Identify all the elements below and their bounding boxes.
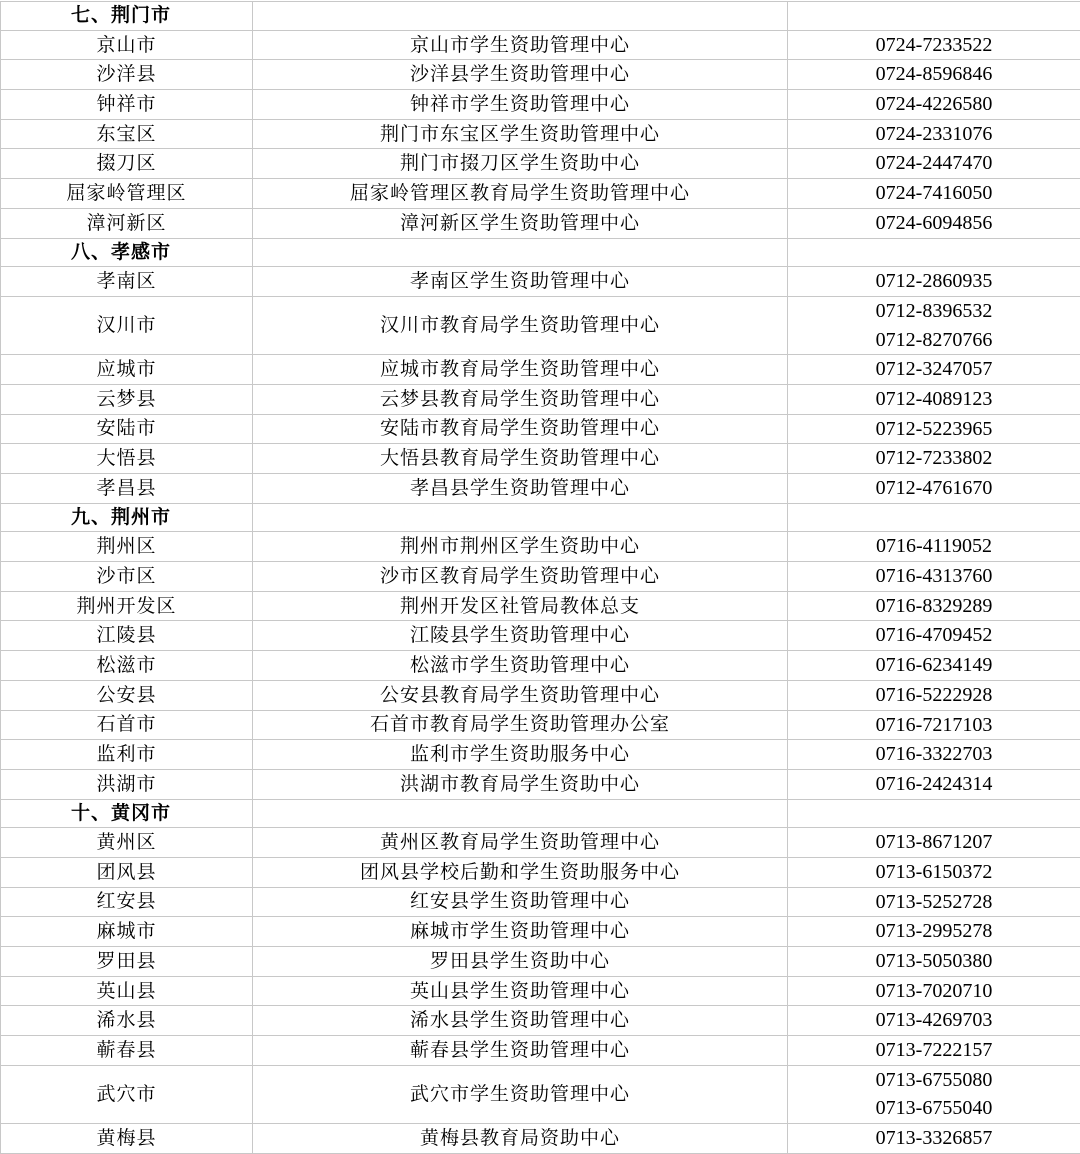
county-name: 英山县 — [1, 976, 253, 1006]
county-name: 应城市 — [1, 355, 253, 385]
organization-name: 武穴市学生资助管理中心 — [253, 1065, 788, 1123]
county-name: 汉川市 — [1, 296, 253, 354]
table-row — [1, 179, 1080, 209]
phone-cell — [788, 828, 1080, 858]
phone-number: 0724-7233522 — [788, 31, 1080, 60]
organization-name: 荆州开发区社管局教体总支 — [253, 591, 788, 621]
phone-number: 0724-2331076 — [788, 120, 1080, 149]
phone-number: 0712-7233802 — [788, 444, 1080, 473]
organization-name: 英山县学生资助管理中心 — [253, 976, 788, 1006]
table-row — [1, 1006, 1080, 1036]
phone-number: 0724-7416050 — [788, 179, 1080, 208]
organization-name: 江陵县学生资助管理中心 — [253, 621, 788, 651]
empty-cell — [788, 238, 1080, 267]
table-row — [1, 828, 1080, 858]
phone-number: 0716-4709452 — [788, 621, 1080, 650]
phone-cell — [788, 444, 1080, 474]
phone-cell — [788, 414, 1080, 444]
phone-number: 0713-5252728 — [788, 888, 1080, 917]
phone-cell — [788, 1065, 1080, 1123]
phone-number: 0716-4313760 — [788, 562, 1080, 591]
phone-number: 0724-4226580 — [788, 90, 1080, 119]
organization-name: 安陆市教育局学生资助管理中心 — [253, 414, 788, 444]
county-name: 江陵县 — [1, 621, 253, 651]
phone-cell — [788, 474, 1080, 504]
county-name: 钟祥市 — [1, 90, 253, 120]
phone-cell — [788, 267, 1080, 297]
county-name: 蕲春县 — [1, 1036, 253, 1066]
county-name: 沙市区 — [1, 562, 253, 592]
county-name: 京山市 — [1, 30, 253, 60]
phone-cell — [788, 30, 1080, 60]
phone-number: 0724-2447470 — [788, 149, 1080, 178]
county-name: 公安县 — [1, 680, 253, 710]
phone-number: 0712-2860935 — [788, 267, 1080, 296]
organization-name: 监利市学生资助服务中心 — [253, 740, 788, 770]
organization-name: 罗田县学生资助中心 — [253, 947, 788, 977]
empty-cell — [253, 238, 788, 267]
phone-cell — [788, 384, 1080, 414]
organization-name: 沙洋县学生资助管理中心 — [253, 60, 788, 90]
table-row — [1, 976, 1080, 1006]
phone-number: 0712-4089123 — [788, 385, 1080, 414]
county-name: 石首市 — [1, 710, 253, 740]
table-row — [1, 414, 1080, 444]
table-row — [1, 1065, 1080, 1123]
phone-number: 0712-8396532 — [788, 297, 1080, 326]
phone-cell — [788, 740, 1080, 770]
section-title: 七、荆门市 — [1, 2, 253, 31]
table-row — [1, 887, 1080, 917]
phone-number: 0712-8270766 — [788, 326, 1080, 355]
organization-name: 石首市教育局学生资助管理办公室 — [253, 710, 788, 740]
section-header-row — [1, 799, 1080, 828]
county-name: 荆州开发区 — [1, 591, 253, 621]
county-name: 监利市 — [1, 740, 253, 770]
table-row — [1, 1124, 1080, 1154]
table-row — [1, 591, 1080, 621]
table-row — [1, 119, 1080, 149]
county-name: 东宝区 — [1, 119, 253, 149]
section-header-row — [1, 2, 1080, 31]
county-name: 云梦县 — [1, 384, 253, 414]
table-row — [1, 30, 1080, 60]
organization-name: 漳河新区学生资助管理中心 — [253, 208, 788, 238]
county-name: 团风县 — [1, 857, 253, 887]
phone-number: 0724-6094856 — [788, 209, 1080, 238]
organization-name: 荆门市东宝区学生资助管理中心 — [253, 119, 788, 149]
phone-number: 0716-4119052 — [788, 532, 1080, 561]
phone-cell — [788, 591, 1080, 621]
table-row — [1, 355, 1080, 385]
empty-cell — [788, 2, 1080, 31]
county-name: 荆州区 — [1, 532, 253, 562]
county-name: 孝昌县 — [1, 474, 253, 504]
table-row — [1, 384, 1080, 414]
empty-cell — [788, 503, 1080, 532]
section-title: 九、荆州市 — [1, 503, 253, 532]
contact-table — [0, 1, 1080, 1154]
phone-cell — [788, 976, 1080, 1006]
phone-cell — [788, 1006, 1080, 1036]
phone-cell — [788, 149, 1080, 179]
organization-name: 红安县学生资助管理中心 — [253, 887, 788, 917]
county-name: 大悟县 — [1, 444, 253, 474]
organization-name: 京山市学生资助管理中心 — [253, 30, 788, 60]
phone-number: 0716-2424314 — [788, 770, 1080, 799]
organization-name: 汉川市教育局学生资助管理中心 — [253, 296, 788, 354]
table-row — [1, 621, 1080, 651]
table-row — [1, 149, 1080, 179]
county-name: 安陆市 — [1, 414, 253, 444]
table-row — [1, 444, 1080, 474]
county-name: 浠水县 — [1, 1006, 253, 1036]
section-title: 八、孝感市 — [1, 238, 253, 267]
phone-cell — [788, 621, 1080, 651]
phone-cell — [788, 680, 1080, 710]
organization-name: 洪湖市教育局学生资助中心 — [253, 769, 788, 799]
table-row — [1, 267, 1080, 297]
phone-cell — [788, 1036, 1080, 1066]
phone-number: 0724-8596846 — [788, 60, 1080, 89]
table-row — [1, 769, 1080, 799]
table-row — [1, 90, 1080, 120]
organization-name: 公安县教育局学生资助管理中心 — [253, 680, 788, 710]
table-row — [1, 1036, 1080, 1066]
organization-name: 孝南区学生资助管理中心 — [253, 267, 788, 297]
organization-name: 大悟县教育局学生资助管理中心 — [253, 444, 788, 474]
phone-number: 0716-5222928 — [788, 681, 1080, 710]
section-title: 十、黄冈市 — [1, 799, 253, 828]
organization-name: 蕲春县学生资助管理中心 — [253, 1036, 788, 1066]
organization-name: 浠水县学生资助管理中心 — [253, 1006, 788, 1036]
county-name: 红安县 — [1, 887, 253, 917]
phone-cell — [788, 857, 1080, 887]
contact-table-body — [1, 2, 1080, 1154]
phone-cell — [788, 710, 1080, 740]
empty-cell — [253, 503, 788, 532]
county-name: 漳河新区 — [1, 208, 253, 238]
organization-name: 荆州市荆州区学生资助中心 — [253, 532, 788, 562]
organization-name: 钟祥市学生资助管理中心 — [253, 90, 788, 120]
table-row — [1, 857, 1080, 887]
section-header-row — [1, 238, 1080, 267]
organization-name: 应城市教育局学生资助管理中心 — [253, 355, 788, 385]
organization-name: 沙市区教育局学生资助管理中心 — [253, 562, 788, 592]
table-row — [1, 740, 1080, 770]
organization-name: 孝昌县学生资助管理中心 — [253, 474, 788, 504]
phone-number: 0713-6755080 — [788, 1066, 1080, 1095]
county-name: 洪湖市 — [1, 769, 253, 799]
empty-cell — [788, 799, 1080, 828]
county-name: 掇刀区 — [1, 149, 253, 179]
phone-cell — [788, 1124, 1080, 1154]
county-name: 孝南区 — [1, 267, 253, 297]
section-header-row — [1, 503, 1080, 532]
table-row — [1, 562, 1080, 592]
phone-cell — [788, 60, 1080, 90]
organization-name: 黄州区教育局学生资助管理中心 — [253, 828, 788, 858]
phone-cell — [788, 562, 1080, 592]
organization-name: 松滋市学生资助管理中心 — [253, 651, 788, 681]
phone-number: 0716-6234149 — [788, 651, 1080, 680]
organization-name: 黄梅县教育局资助中心 — [253, 1124, 788, 1154]
phone-cell — [788, 532, 1080, 562]
phone-number: 0713-8671207 — [788, 828, 1080, 857]
phone-number: 0712-5223965 — [788, 415, 1080, 444]
table-row — [1, 532, 1080, 562]
organization-name: 麻城市学生资助管理中心 — [253, 917, 788, 947]
phone-cell — [788, 119, 1080, 149]
table-row — [1, 651, 1080, 681]
phone-cell — [788, 296, 1080, 354]
phone-number: 0713-3326857 — [788, 1124, 1080, 1153]
table-row — [1, 917, 1080, 947]
county-name: 黄梅县 — [1, 1124, 253, 1154]
phone-cell — [788, 208, 1080, 238]
phone-cell — [788, 887, 1080, 917]
phone-number: 0716-7217103 — [788, 711, 1080, 740]
phone-cell — [788, 179, 1080, 209]
organization-name: 荆门市掇刀区学生资助中心 — [253, 149, 788, 179]
county-name: 沙洋县 — [1, 60, 253, 90]
empty-cell — [253, 2, 788, 31]
phone-number: 0713-5050380 — [788, 947, 1080, 976]
county-name: 屈家岭管理区 — [1, 179, 253, 209]
table-row — [1, 60, 1080, 90]
phone-cell — [788, 90, 1080, 120]
table-row — [1, 710, 1080, 740]
phone-cell — [788, 947, 1080, 977]
county-name: 麻城市 — [1, 917, 253, 947]
county-name: 黄州区 — [1, 828, 253, 858]
phone-number: 0712-4761670 — [788, 474, 1080, 503]
table-row — [1, 680, 1080, 710]
county-name: 罗田县 — [1, 947, 253, 977]
county-name: 武穴市 — [1, 1065, 253, 1123]
phone-number: 0712-3247057 — [788, 355, 1080, 384]
phone-cell — [788, 651, 1080, 681]
phone-number: 0716-3322703 — [788, 740, 1080, 769]
phone-number: 0713-2995278 — [788, 917, 1080, 946]
table-row — [1, 474, 1080, 504]
phone-number: 0713-7222157 — [788, 1036, 1080, 1065]
organization-name: 团风县学校后勤和学生资助服务中心 — [253, 857, 788, 887]
phone-number: 0713-4269703 — [788, 1006, 1080, 1035]
empty-cell — [253, 799, 788, 828]
table-row — [1, 296, 1080, 354]
organization-name: 屈家岭管理区教育局学生资助管理中心 — [253, 179, 788, 209]
phone-cell — [788, 917, 1080, 947]
phone-number: 0713-7020710 — [788, 977, 1080, 1006]
table-row — [1, 947, 1080, 977]
phone-number: 0713-6755040 — [788, 1094, 1080, 1123]
phone-cell — [788, 769, 1080, 799]
phone-number: 0713-6150372 — [788, 858, 1080, 887]
phone-cell — [788, 355, 1080, 385]
phone-number: 0716-8329289 — [788, 592, 1080, 621]
table-row — [1, 208, 1080, 238]
organization-name: 云梦县教育局学生资助管理中心 — [253, 384, 788, 414]
county-name: 松滋市 — [1, 651, 253, 681]
